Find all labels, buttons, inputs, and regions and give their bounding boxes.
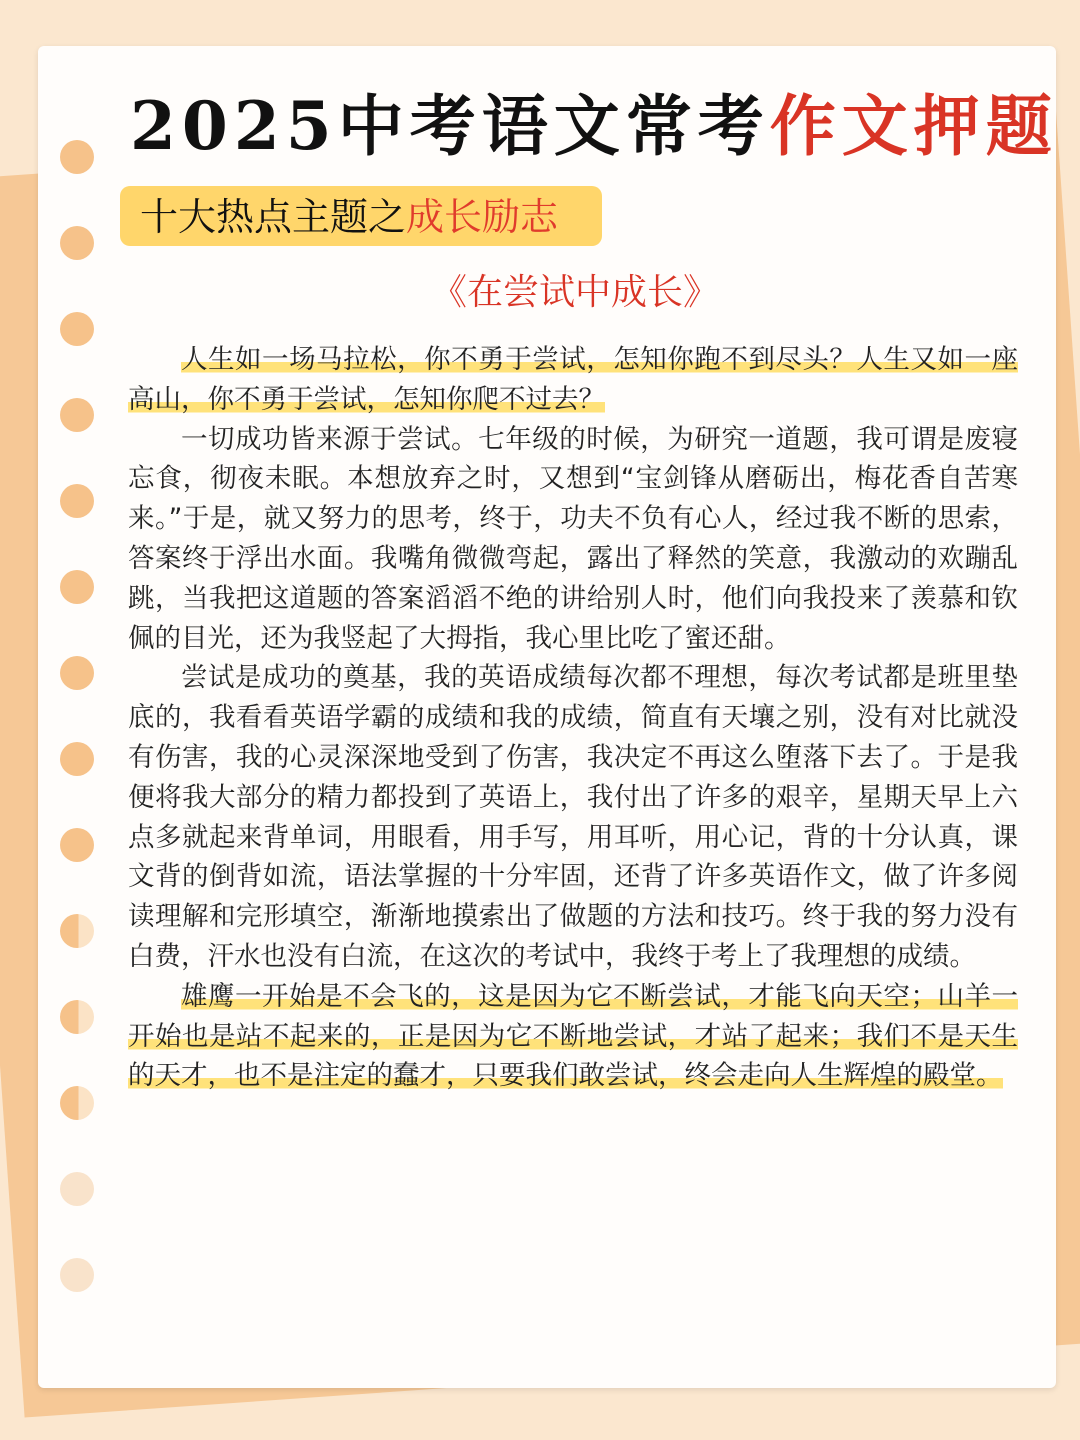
essay-title: 《在尝试中成长》 — [430, 272, 719, 313]
essay-body — [128, 340, 1018, 1096]
essay-paragraph-text: 一切成功皆来源于尝试。七年级的时候，为研究一道题，我可谓是废寝忘食，彻夜未眠。本想放弃之时，又想到“宝剑锋从磨砺出，梅花香自苦寒来。”于是，就又努力的思考，终于，功夫不负有心人，经过我不断的思索，答案终于浮出水面。我嘴角微微弯起，露出了释然的笑意，我激动的欢蹦乱跳，当我把这道题的答案滔滔不绝的讲给别人时，他们向我投来了羡慕和钦佩的目光，还为我竖起了大拇指，我心里比吃了蜜还甜。 — [128, 423, 1018, 654]
binder-hole — [60, 1086, 94, 1120]
essay-paragraph — [128, 658, 1018, 976]
subtitle-highlight: 成长励志 — [406, 195, 559, 239]
binder-hole — [60, 484, 94, 518]
essay-paragraph-text: 人生如一场马拉松，你不勇于尝试，怎知你跑不到尽头？人生又如一座高山，你不勇于尝试，怎知你爬不过去？ — [128, 344, 1018, 415]
essay-paragraph — [128, 340, 1018, 420]
binder-hole — [60, 914, 94, 948]
essay-paragraph-text: 雄鹰一开始是不会飞的，这是因为它不断尝试，才能飞向天空；山羊一开始也是站不起来的，正是因为它不断地尝试，才站了起来；我们不是天生的天才，也不是注定的蠢才，只要我们敢尝试，终会走向人生辉煌的殿堂。 — [128, 980, 1018, 1092]
page-title-main: 2025中考语文常考 — [130, 87, 770, 165]
binder-hole — [60, 570, 94, 604]
essay-paragraph-text: 尝试是成功的奠基，我的英语成绩每次都不理想，每次考试都是班里垫底的，我看看英语学霸的成绩和我的成绩，简直有天壤之别，没有对比就没有伤害，我的心灵深深地受到了伤害，我决定不再这么堕落下去了。于是我便将我大部分的精力都投到了英语上，我付出了许多的艰辛，星期天早上六点多就起来背单词，用眼看，用手写，用耳听，用心记，背的十分认真，课文背的倒背如流，语法掌握的十分牢固，还背了许多英语作文，做了许多阅读理解和完形填空，渐渐地摸索出了做题的方法和技巧。终于我的努力没有白费，汗水也没有白流，在这次的考试中，我终于考上了我理想的成绩。 — [128, 662, 1018, 972]
binder-hole — [60, 1172, 94, 1206]
subtitle — [140, 192, 558, 242]
binder-hole — [60, 656, 94, 690]
page-title — [130, 86, 1058, 166]
binder-hole — [60, 398, 94, 432]
essay-paragraph — [128, 420, 1018, 659]
binder-hole — [60, 742, 94, 776]
binder-hole — [60, 828, 94, 862]
page-title-highlight: 作文押题 — [769, 87, 1058, 165]
binder-hole — [60, 1000, 94, 1034]
binder-hole — [60, 226, 94, 260]
binder-hole — [60, 1258, 94, 1292]
subtitle-prefix: 十大热点主题之 — [140, 195, 407, 239]
essay-paragraph — [128, 977, 1018, 1096]
binder-hole — [60, 140, 94, 174]
